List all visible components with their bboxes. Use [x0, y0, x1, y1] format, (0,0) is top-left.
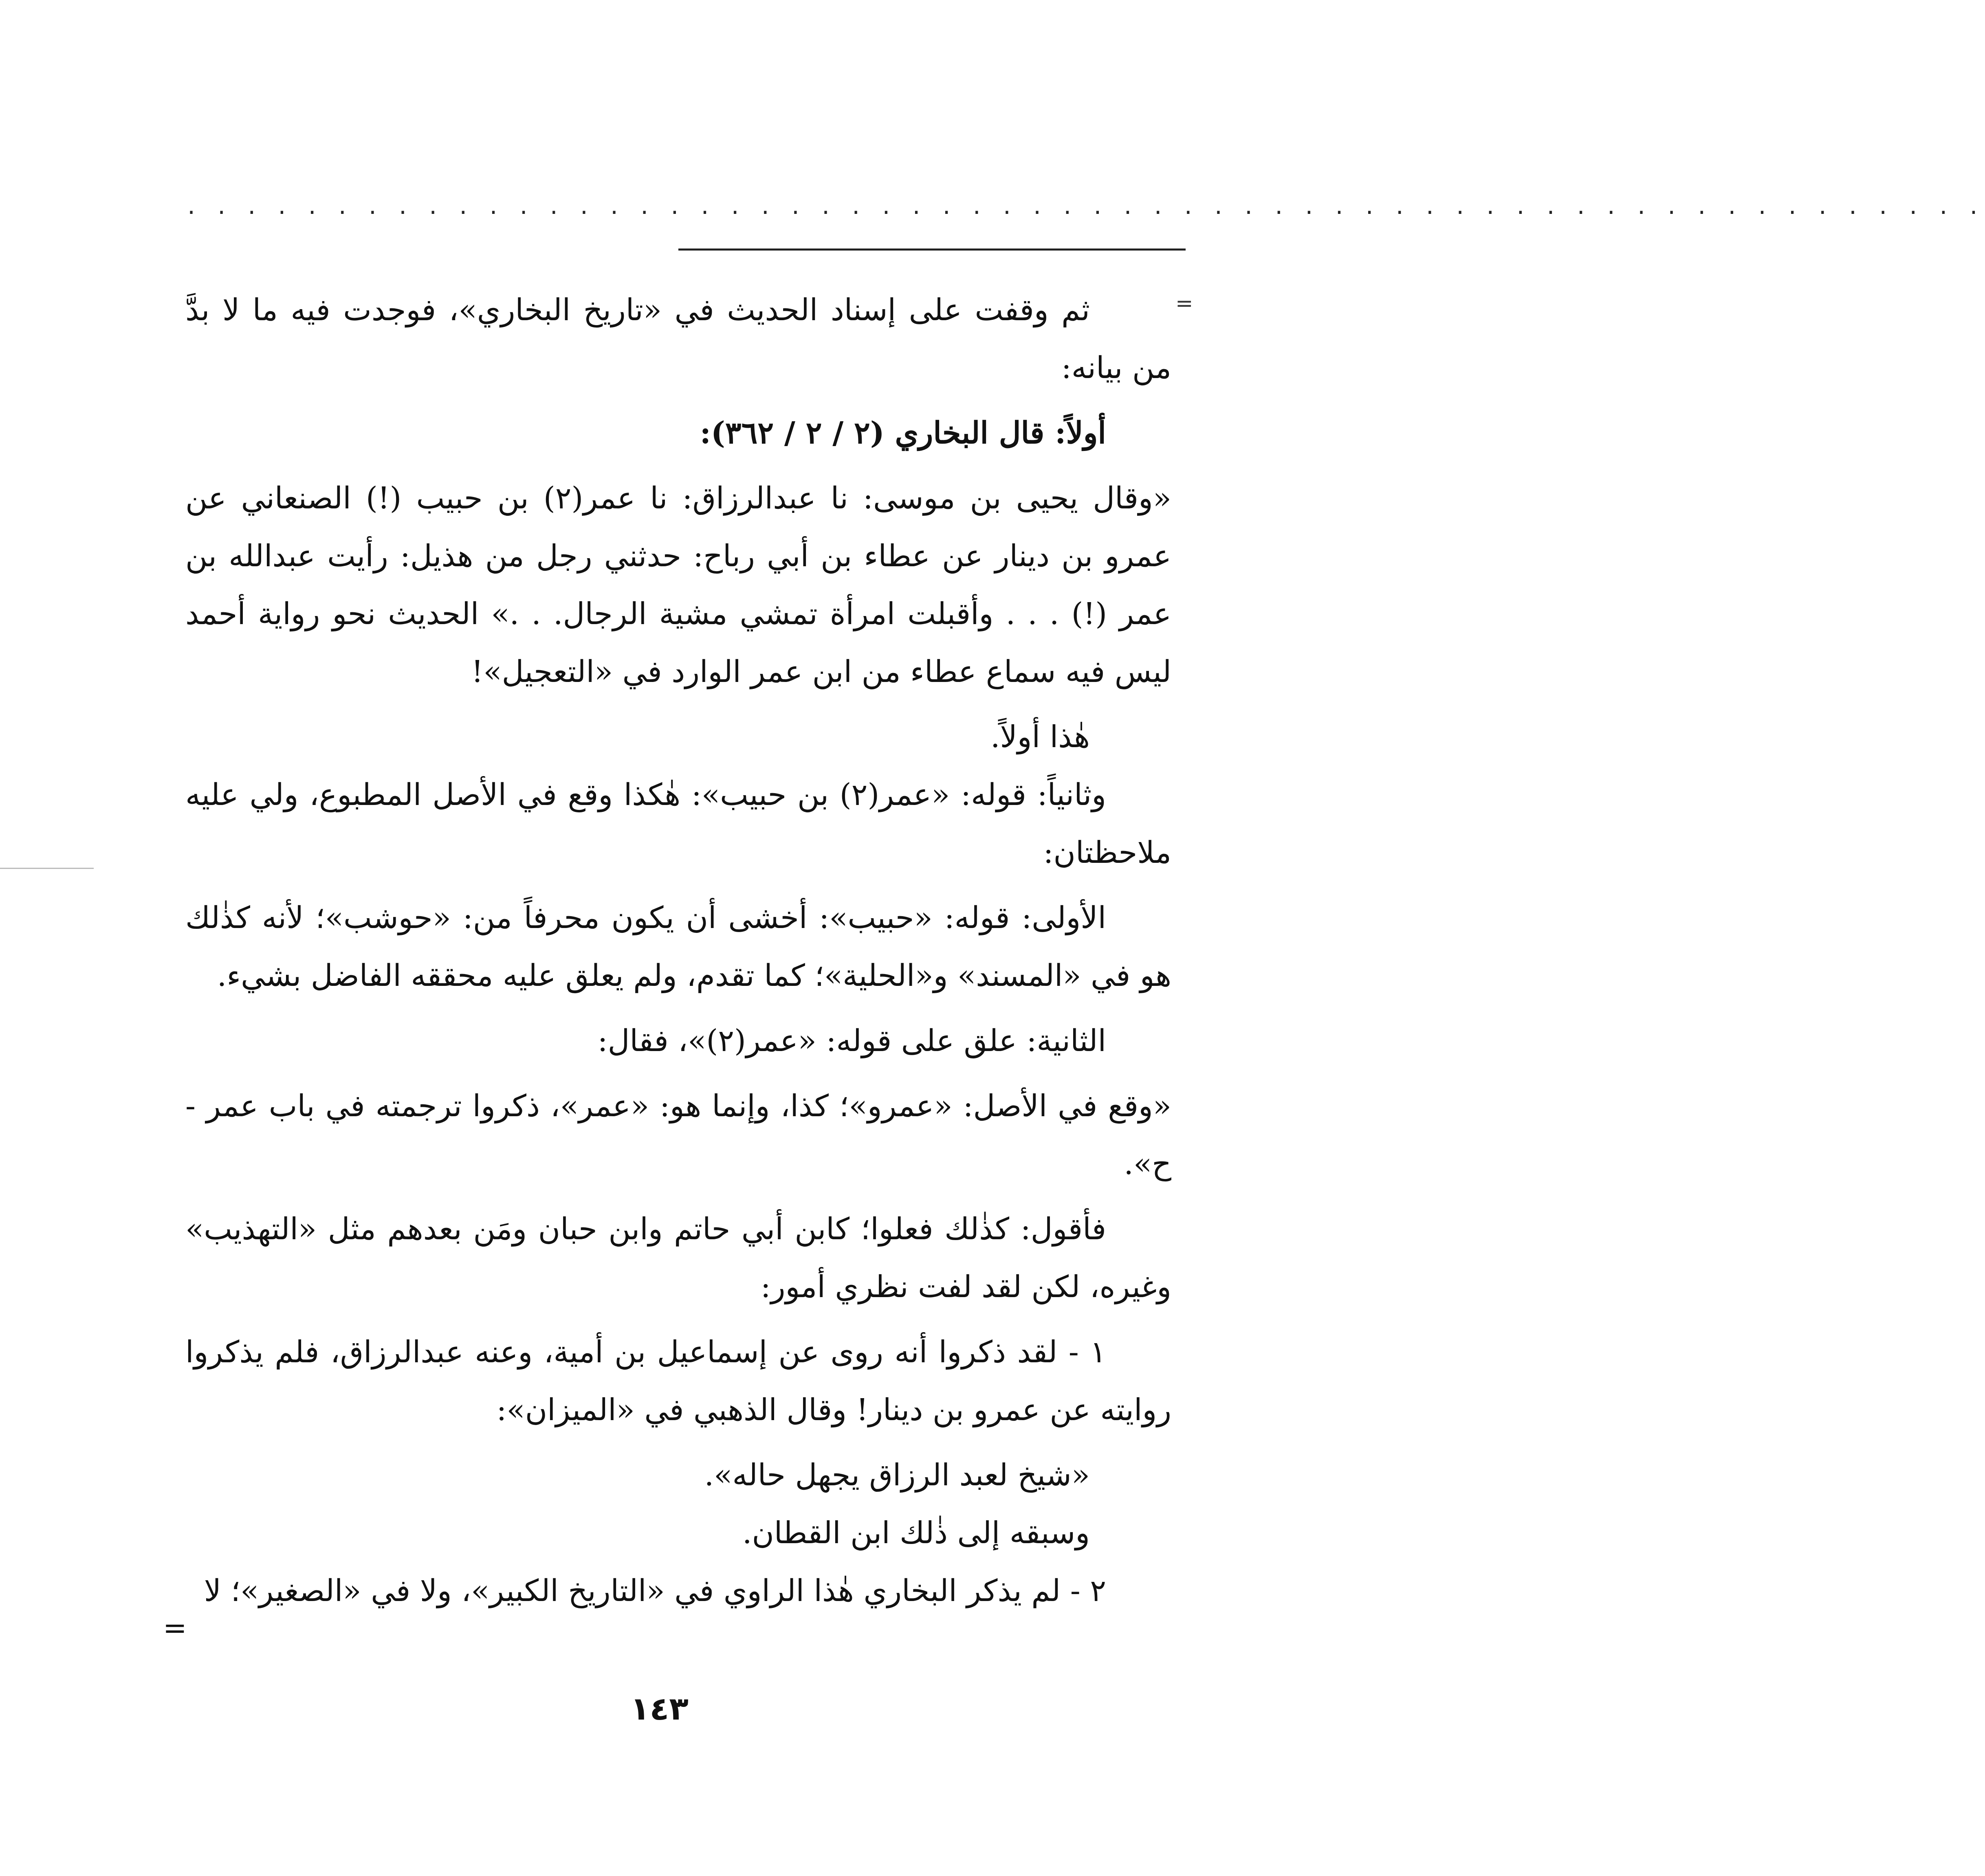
paragraph-quote-bukhari: «وقال يحيى بن موسى: نا عبدالرزاق: نا عمر(٢) بن حبيب (!) الصنعاني عن عمرو بن دينار عن عطاء بن أبي رباح: حدثني رجل من هذيل: رأيت عبدالله بن عمر (!) . . . وأقبلت امرأة تمشي مشية الرجال. . .» الحديث نحو رواية أحمد ليس فيه سماع عطاء من ابن عمر الوارد في «التعجيل»! — [185, 481, 1171, 689]
paragraph-item-2: ٢ - لم يذكر البخاري هٰذا الراوي في «التاريخ الكبير»، ولا في «الصغير»؛ لا — [204, 1573, 1106, 1608]
margin-line — [0, 868, 94, 869]
paragraph-quote-dhahabi: «شيخ لعبد الرزاق يجهل حاله». — [704, 1458, 1090, 1493]
header-dotted-line: . . . . . . . . . . . . . . . . . . . . . . . . . . . . . . . . . . . . . . . . . . . . . . . . . . . . . . . . . . . . — [187, 191, 1985, 220]
paragraph-quote-origin: «وقع في الأصل: «عمرو»؛ كذا، وإنما هو: «عمر»، ذكروا ترجمته في باب عمر - ح». — [185, 1089, 1171, 1181]
paragraph-ibn-qattan: وسبقه إلى ذٰلك ابن القطان. — [742, 1515, 1090, 1551]
paragraph-item-1: ١ - لقد ذكروا أنه روى عن إسماعيل بن أمية، وعنه عبدالرزاق، فلم يذكروا روايته عن عمرو بن دينار! وقال الذهبي في «الميزان»: — [185, 1335, 1171, 1427]
page-number: ١٤٣ — [630, 1691, 689, 1727]
paragraph-first-remark: الأولى: قوله: «حبيب»: أخشى أن يكون محرفاً من: «حوشب»؛ لأنه كذٰلك هو في «المسند» و«الحلية»؛ كما تقدم، ولم يعلق عليه محققه الفاضل بشيء. — [185, 900, 1171, 993]
header-rule — [678, 249, 1186, 251]
paragraph-author-reply: فأقول: كذٰلك فعلوا؛ كابن أبي حاتم وابن حبان ومَن بعدهم مثل «التهذيب» وغيره، لكن لقد لفت نظري أمور: — [185, 1212, 1171, 1304]
continuation-mark-top: = — [1175, 291, 1193, 316]
paragraph-first-end: هٰذا أولاً. — [990, 719, 1090, 754]
page-body — [185, 281, 1171, 1627]
paragraph-intro: ثم وقفت على إسناد الحديث في «تاريخ البخاري»، فوجدت فيه ما لا بدَّ من بيانه: — [185, 293, 1171, 385]
continuation-mark-bottom: = — [163, 1611, 187, 1645]
paragraph-second-point: وثانياً: قوله: «عمر(٢) بن حبيب»: هٰكذا وقع في الأصل المطبوع، ولي عليه ملاحظتان: — [185, 777, 1171, 870]
paragraph-second-remark: الثانية: علق على قوله: «عمر(٢)»، فقال: — [597, 1023, 1106, 1058]
paragraph-first-point: أولاً: قال البخاري (٢ / ٢ / ٣٦٢): — [700, 416, 1106, 451]
